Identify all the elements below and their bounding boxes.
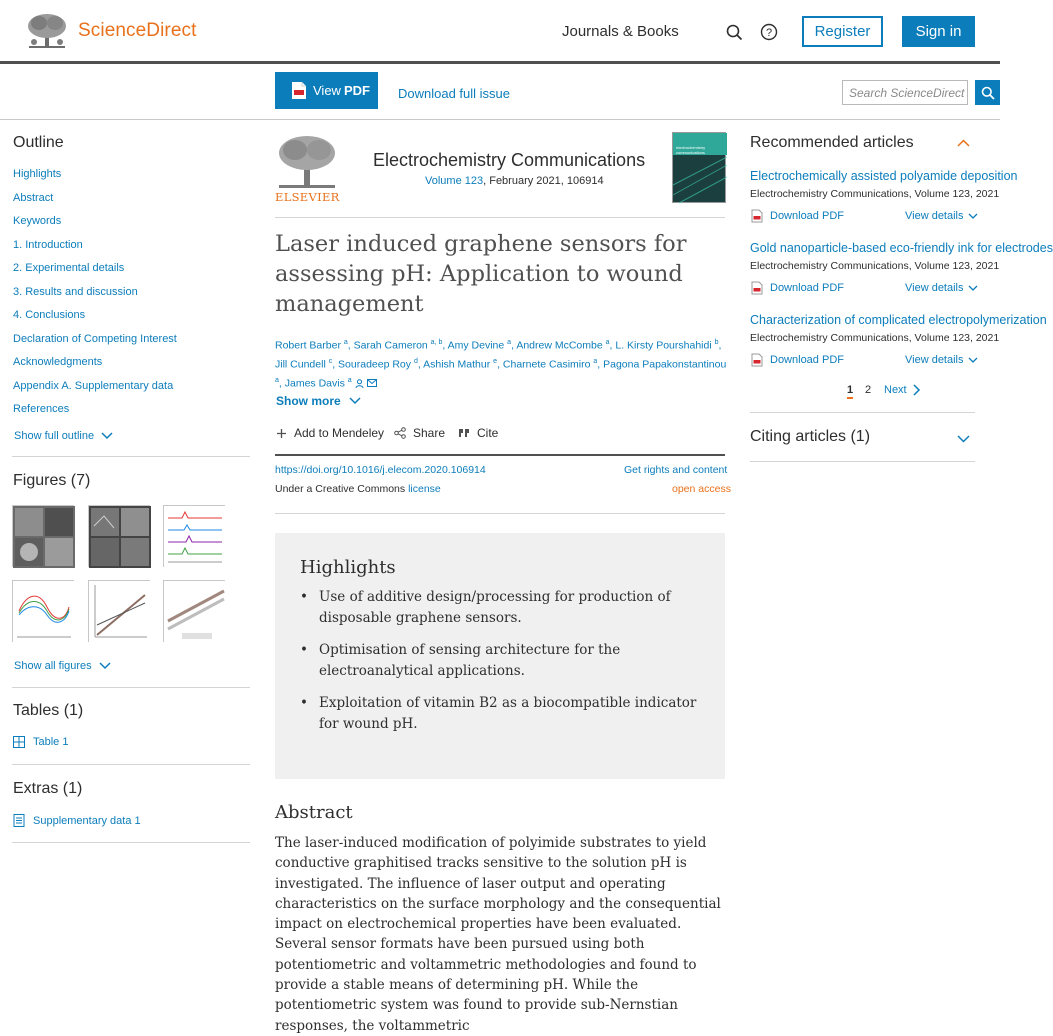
author-affiliation: a [275,376,279,384]
pagination-next-label: Next [884,384,907,396]
license-prefix: Under a Creative Commons [275,483,409,495]
highlights-list [300,587,700,746]
share-button[interactable] [394,426,445,440]
view-pdf-button[interactable] [275,72,378,109]
divider [750,461,975,462]
author-affiliation: a [593,357,598,365]
view-pdf-bold-label: PDF [343,83,370,98]
volume-link[interactable]: Volume 123 [425,175,484,187]
register-button[interactable]: Register [802,16,883,47]
add-to-mendeley-label: Add to Mendeley [294,426,385,440]
highlights-heading: Highlights [300,557,396,578]
outline-item-introduction[interactable]: 1. Introduction [13,239,83,251]
share-icon [394,427,406,439]
chevron-down-icon [99,662,111,670]
search-icon [981,86,995,100]
figures-heading: Figures (7) [13,472,91,489]
help-icon[interactable] [760,23,778,41]
top-header [0,0,1000,64]
figure-thumbnail-5[interactable] [88,580,150,642]
author-link[interactable]: Andrew McCombe [516,339,603,352]
highlight-item: • Optimisation of sensing architecture for the electroanalytical applications. [300,640,700,681]
show-full-outline-label: Show full outline [14,430,95,442]
abstract-heading: Abstract [275,802,353,823]
divider [12,687,250,688]
show-full-outline-toggle[interactable] [14,430,113,442]
author-link[interactable]: James Davis [284,377,345,390]
author-link[interactable]: Charnete Casimiro [502,358,591,371]
pagination-page-2[interactable]: 2 [865,384,872,396]
plus-icon [276,428,287,439]
sign-in-button[interactable]: Sign in [902,16,975,47]
recommended-article-title[interactable]: Electrochemically assisted polyamide deposition [750,169,1018,183]
supplementary-data-label: Supplementary data 1 [33,814,141,827]
divider [12,456,250,457]
author-link[interactable]: L. Kirsty Pourshahidi [615,339,712,352]
chevron-down-icon [101,432,113,440]
search-submit-button[interactable] [975,80,1000,105]
document-icon [13,814,25,827]
open-access-badge: open access [672,483,731,495]
divider [275,513,725,514]
search-input[interactable]: Search ScienceDirect [842,80,968,105]
recommended-download-pdf[interactable]: Download PDF [770,210,844,222]
table-1-label: Table 1 [33,736,69,748]
author-affiliation: d [413,357,418,365]
chevron-down-icon[interactable] [957,435,970,443]
elsevier-tree-logo[interactable] [25,11,69,51]
recommended-article-source: Electrochemistry Communications, Volume 123, 2021 [750,188,1000,200]
license-link[interactable]: license [408,483,441,495]
author-affiliation: a, b [430,339,443,346]
email-icon[interactable] [367,379,377,387]
author-link[interactable]: Robert Barber [275,339,341,352]
author-list: Robert Barber $^a$, Sarah Cameron $^{a, b}$, Amy Devine $^a$, Andrew McCombe $^a$, L. Kirsty Pourshahidi $^b$, Jill Cundell $^c$, Souradeep Roy $^d$, Ashish Mathur $^e$, Charnete Casimiro $^a$, Pagona Papakonstantinou $^a$, James Davis $^a$ [275,339,727,390]
author-affiliation: a [507,339,512,346]
article-toolbar [0,66,1000,120]
outline-item-conclusions[interactable]: 4. Conclusions [13,309,86,321]
outline-item-competing-interest[interactable]: Declaration of Competing Interest [13,333,177,345]
recommended-heading: Recommended articles [750,134,914,151]
recommended-view-details[interactable] [905,210,978,222]
author-link[interactable]: Jill Cundell [275,358,326,371]
pdf-icon [291,81,307,100]
quote-icon [458,428,470,438]
elsevier-wordmark: ELSEVIER [275,190,340,204]
journals-books-link[interactable]: Journals & Books [562,23,679,40]
highlight-item: • Use of additive design/processing for production of disposable graphene sensors. [300,587,700,628]
sciencedirect-brand[interactable]: ScienceDirect [78,20,197,41]
author-affiliation: c [328,357,333,365]
outline-item-appendix[interactable]: Appendix A. Supplementary data [13,380,174,392]
doi-link[interactable]: https://doi.org/10.1016/j.elecom.2020.106914 [275,464,486,476]
view-details-label: View details [905,210,964,222]
outline-item-keywords[interactable]: Keywords [13,215,62,227]
chevron-down-icon [968,357,978,364]
author-affiliation: a [343,339,348,346]
article-title: Laser induced graphene sensors for assessing pH: Application to wound management [275,231,687,317]
recommended-article-title[interactable]: Gold nanoparticle-based eco-friendly ink for electrodes [750,241,1053,255]
recommended-download-pdf[interactable]: Download PDF [770,282,844,294]
outline-heading: Outline [13,134,64,151]
divider [275,217,725,218]
figure-thumbnail-3[interactable] [163,505,225,567]
view-pdf-label: View [313,83,341,98]
divider [275,454,725,456]
figure-thumbnail-1[interactable] [12,505,74,567]
author-affiliation: e [493,357,498,365]
license-line [275,483,441,495]
pdf-icon [751,353,763,367]
author-affiliation: a [605,339,610,346]
download-full-issue-link[interactable]: Download full issue [398,86,511,101]
rights-link[interactable]: Get rights and content [624,464,728,476]
citing-articles-heading[interactable]: Citing articles (1) [750,428,871,445]
extras-heading: Extras (1) [13,780,83,797]
author-link[interactable]: Ashish Mathur [423,358,491,371]
author-link[interactable]: Sarah Cameron [353,339,428,352]
chevron-up-icon[interactable] [957,139,970,147]
journal-cover-image[interactable] [672,132,726,203]
figure-thumbnail-2[interactable] [88,505,150,567]
cover-title: electrochemistry communications [676,145,706,155]
abstract-text: The laser-induced modification of polyimide substrates to yield conductive graphitised tracks sensitive to the solution pH is investigated. The influence of laser output and operating characteristics on the surface morphology and the consequential impact on electrochemical properties have been evaluated. Several sensor formats have been pursued using both potentiometric and voltammetric methodologies and found to provide a stable means of determining pH. While the potentiometric system was found to provide sub-Nernstian responses, the voltammetric [275,835,721,1034]
author-affiliation: a [347,376,352,384]
recommended-article-source: Electrochemistry Communications, Volume 123, 2021 [750,332,1000,344]
outline-item-abstract[interactable]: Abstract [13,192,54,204]
table-icon [13,736,25,748]
journal-title[interactable]: Electrochemistry Communications [373,150,646,170]
recommended-article-source: Electrochemistry Communications, Volume 123, 2021 [750,260,1000,272]
svg-text:?: ? [765,27,773,39]
author-affiliation: b [714,339,719,346]
cite-button[interactable] [458,426,498,440]
figure-thumbnail-6[interactable] [163,580,225,642]
volume-line [425,175,604,187]
add-to-mendeley-button[interactable] [276,426,384,440]
elsevier-logo[interactable] [275,133,339,203]
view-details-label: View details [905,354,964,366]
outline-item-highlights[interactable]: Highlights [13,168,62,180]
author-link[interactable]: Pagona Papakonstantinou [603,358,727,371]
author-link[interactable]: Amy Devine [447,339,505,352]
show-all-figures-label: Show all figures [14,660,92,672]
recommended-article-title[interactable]: Characterization of complicated electropolymerization [750,313,1047,327]
chevron-down-icon [968,285,978,292]
pagination-next[interactable] [884,384,920,396]
outline-item-experimental[interactable]: 2. Experimental details [13,262,125,274]
pagination-page-1[interactable]: 1 [847,384,853,399]
divider [12,842,250,843]
share-label: Share [413,426,446,440]
search-icon[interactable] [726,24,743,41]
chevron-right-icon [913,384,920,396]
outline-item-acknowledgments[interactable]: Acknowledgments [13,356,103,368]
table-1-link[interactable] [13,736,68,748]
show-more-toggle[interactable] [276,394,361,408]
chevron-down-icon [349,397,361,405]
outline-item-results[interactable]: 3. Results and discussion [13,286,138,298]
pdf-icon [751,209,763,223]
supplementary-data-link[interactable] [13,814,141,827]
highlight-item: • Exploitation of vitamin B2 as a biocompatible indicator for wound pH. [300,693,700,734]
highlights-box [275,533,725,779]
divider [750,412,975,413]
cite-label: Cite [477,426,499,440]
pdf-icon [751,281,763,295]
recommended-view-details[interactable] [905,354,978,366]
show-all-figures-toggle[interactable] [14,660,111,672]
view-details-label: View details [905,282,964,294]
volume-date: , February 2021, 106914 [483,175,604,187]
show-more-label: Show more [276,394,341,408]
chevron-down-icon [968,213,978,220]
recommended-view-details[interactable] [905,282,978,294]
divider [12,764,250,765]
person-icon[interactable] [355,379,364,388]
figure-thumbnail-4[interactable] [12,580,74,642]
tables-heading: Tables (1) [13,702,84,719]
recommended-download-pdf[interactable]: Download PDF [770,354,844,366]
outline-item-references[interactable]: References [13,403,70,415]
author-link[interactable]: Souradeep Roy [338,358,412,371]
